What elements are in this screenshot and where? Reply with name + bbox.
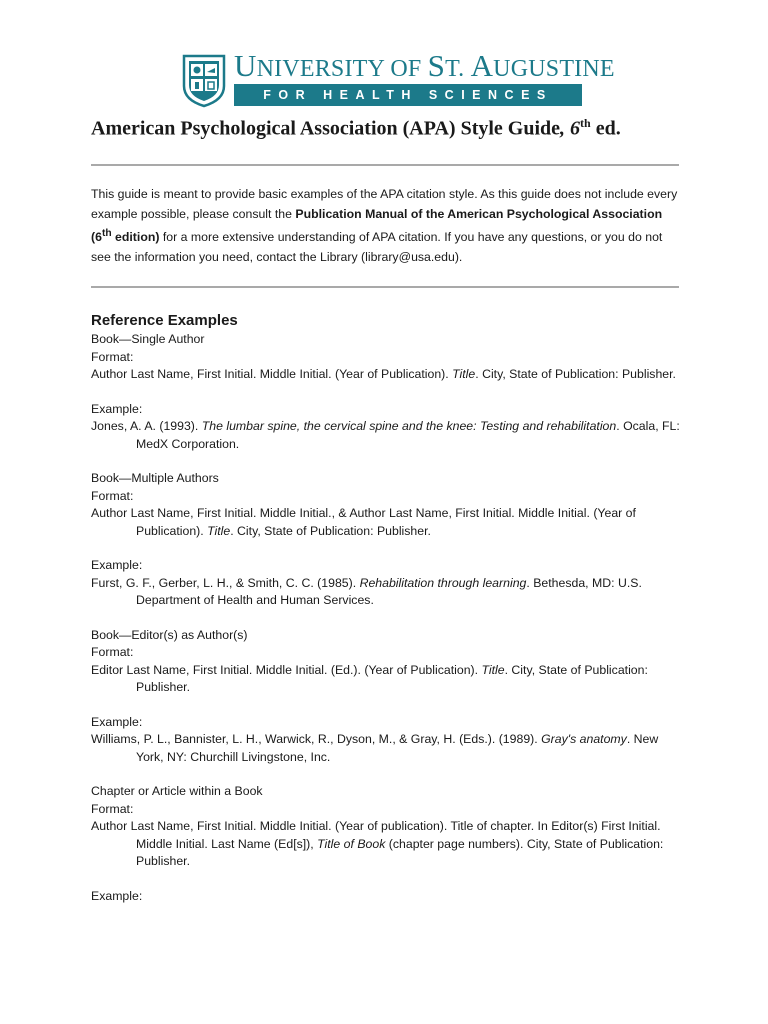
university-seal-icon	[182, 52, 226, 108]
university-logo	[182, 48, 615, 108]
section-title: Reference Examples	[91, 312, 238, 329]
single-author-block	[91, 331, 683, 453]
format-text: Author Last Name, First Initial. Middle Initial., & Author Last Name, First Initial. Middle Initial. (Year of Publication). Title. City, State of Publication: Publisher.	[91, 506, 636, 538]
intro-paragraph: This guide is meant to provide basic examples of the APA citation style. As this guide does not include every example possible, please consult the Publication Manual of the American Psychological Association (6th edition) for a more extensive understanding of APA citation. If you have any questions, or you do not see the information you need, contact the Library (library@usa.edu).	[91, 187, 678, 265]
university-name: UNIVERSITY OF ST. AUGUSTINE	[234, 48, 615, 83]
page-title: American Psychological Association (APA) Style Guide, 6th ed.	[91, 116, 621, 140]
university-subtitle-bar: FOR HEALTH SCIENCES	[234, 84, 582, 106]
block-heading: Chapter or Article within a Book	[91, 784, 263, 798]
divider-top	[91, 164, 679, 166]
editors-block	[91, 627, 683, 767]
example-text: Furst, G. F., Gerber, L. H., & Smith, C. C. (1985). Rehabilitation through learning. Bethesda, MD: U.S. Department of Health and Human Services.	[91, 575, 642, 607]
example-label: Example:	[91, 888, 143, 903]
multiple-authors-block	[91, 470, 683, 610]
example-label: Example:	[91, 401, 143, 416]
block-heading: Book—Editor(s) as Author(s)	[91, 627, 248, 642]
block-heading: Book—Single Author	[91, 332, 205, 346]
example-text: Williams, P. L., Bannister, L. H., Warwick, R., Dyson, M., & Gray, H. (Eds.). (1989). Gray's anatomy. New York, NY: Churchill Livingstone, Inc.	[91, 732, 659, 764]
example-text: Jones, A. A. (1993). The lumbar spine, the cervical spine and the knee: Testing and rehabilitation. Ocala, FL: MedX Corporation.	[91, 419, 680, 451]
example-label: Example:	[91, 558, 143, 572]
example-label: Example:	[91, 714, 143, 729]
format-label: Format:	[91, 801, 134, 816]
format-label: Format:	[91, 488, 134, 503]
block-heading: Book—Multiple Authors	[91, 471, 219, 485]
manual-title: Publication Manual of the American Psychological Association (6th edition)	[91, 207, 663, 245]
reference-examples	[91, 309, 683, 905]
format-text: Editor Last Name, First Initial. Middle Initial. (Ed.). (Year of Publication). Title. City, State of Publication: Publisher.	[91, 662, 648, 694]
format-label: Format:	[91, 645, 134, 659]
divider-bottom	[91, 286, 679, 288]
format-text: Author Last Name, First Initial. Middle Initial. (Year of Publication). Title. City, State of Publication: Publisher.	[91, 367, 676, 381]
format-label: Format:	[91, 349, 134, 364]
format-text: Author Last Name, First Initial. Middle Initial. (Year of publication). Title of chapter. In Editor(s) First Initial. Middle Initial. Last Name (Ed[s]), Title of Book (chapter page numbers). City, State of Publication: Publisher.	[91, 819, 664, 868]
chapter-block	[91, 783, 683, 905]
